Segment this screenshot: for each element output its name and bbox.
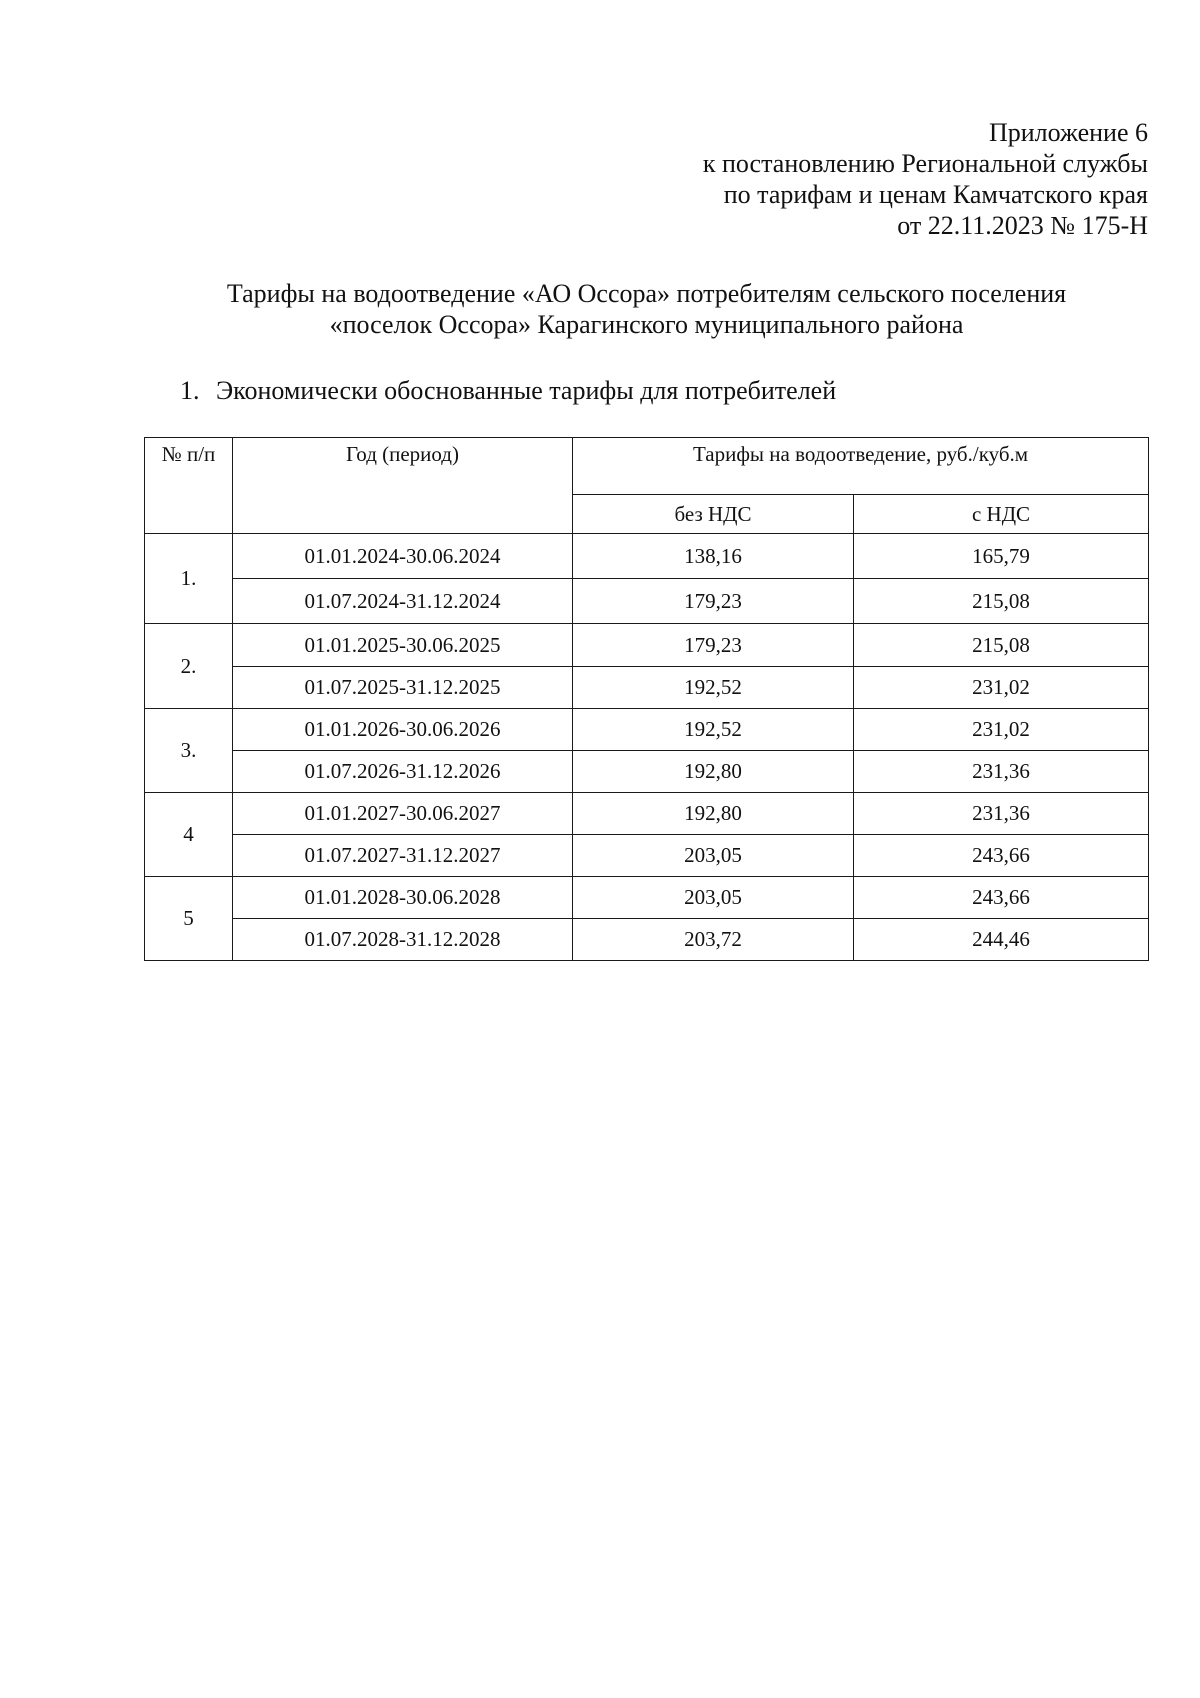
with-vat-cell: 215,08 bbox=[854, 579, 1149, 624]
appendix-line-1: Приложение 6 bbox=[988, 118, 1148, 147]
appendix-line-3: по тарифам и ценам Камчатского края bbox=[723, 180, 1148, 209]
with-vat-cell: 231,02 bbox=[854, 667, 1149, 709]
without-vat-cell: 192,52 bbox=[573, 709, 854, 751]
section-text: Экономически обоснованные тарифы для потребителей bbox=[216, 376, 837, 405]
tariffs-table bbox=[144, 437, 1149, 961]
with-vat-cell: 231,36 bbox=[854, 793, 1149, 835]
header-with-vat: с НДС bbox=[854, 495, 1149, 534]
table-row bbox=[145, 534, 1149, 579]
period-cell: 01.07.2024-31.12.2024 bbox=[233, 579, 573, 624]
table-row bbox=[145, 579, 1149, 624]
period-cell: 01.07.2028-31.12.2028 bbox=[233, 919, 573, 961]
table-row bbox=[145, 709, 1149, 751]
with-vat-cell: 165,79 bbox=[854, 534, 1149, 579]
section-number: 1. bbox=[180, 376, 200, 405]
with-vat-cell: 244,46 bbox=[854, 919, 1149, 961]
table-row bbox=[145, 793, 1149, 835]
table-row bbox=[145, 835, 1149, 877]
period-cell: 01.07.2027-31.12.2027 bbox=[233, 835, 573, 877]
table-header-row bbox=[145, 438, 1149, 495]
row-number: 5 bbox=[145, 877, 233, 961]
period-cell: 01.01.2024-30.06.2024 bbox=[233, 534, 573, 579]
with-vat-cell: 215,08 bbox=[854, 624, 1149, 667]
header-tariffs: Тарифы на водоотведение, руб./куб.м bbox=[573, 438, 1149, 495]
row-number: 4 bbox=[145, 793, 233, 877]
without-vat-cell: 179,23 bbox=[573, 624, 854, 667]
table-row bbox=[145, 919, 1149, 961]
section-heading bbox=[180, 375, 836, 406]
appendix-line-2: к постановлению Региональной службы bbox=[702, 149, 1148, 178]
header-number: № п/п bbox=[145, 438, 233, 534]
with-vat-cell: 243,66 bbox=[854, 835, 1149, 877]
title-line-1: Тарифы на водоотведение «АО Оссора» потребителям сельского поселения bbox=[226, 279, 1067, 308]
period-cell: 01.01.2025-30.06.2025 bbox=[233, 624, 573, 667]
without-vat-cell: 203,05 bbox=[573, 877, 854, 919]
without-vat-cell: 192,80 bbox=[573, 751, 854, 793]
table-row bbox=[145, 877, 1149, 919]
period-cell: 01.01.2028-30.06.2028 bbox=[233, 877, 573, 919]
row-number: 1. bbox=[145, 534, 233, 624]
period-cell: 01.01.2027-30.06.2027 bbox=[233, 793, 573, 835]
appendix-line-4: от 22.11.2023 № 175-Н bbox=[897, 211, 1148, 240]
table-row bbox=[145, 751, 1149, 793]
with-vat-cell: 231,02 bbox=[854, 709, 1149, 751]
period-cell: 01.01.2026-30.06.2026 bbox=[233, 709, 573, 751]
row-number: 3. bbox=[145, 709, 233, 793]
without-vat-cell: 192,80 bbox=[573, 793, 854, 835]
table-row bbox=[145, 624, 1149, 667]
without-vat-cell: 179,23 bbox=[573, 579, 854, 624]
without-vat-cell: 192,52 bbox=[573, 667, 854, 709]
with-vat-cell: 231,36 bbox=[854, 751, 1149, 793]
document-title bbox=[0, 278, 1200, 340]
row-number: 2. bbox=[145, 624, 233, 709]
title-line-2: «поселок Оссора» Карагинского муниципального района bbox=[329, 310, 964, 339]
period-cell: 01.07.2026-31.12.2026 bbox=[233, 751, 573, 793]
period-cell: 01.07.2025-31.12.2025 bbox=[233, 667, 573, 709]
with-vat-cell: 243,66 bbox=[854, 877, 1149, 919]
without-vat-cell: 203,05 bbox=[573, 835, 854, 877]
header-without-vat: без НДС bbox=[573, 495, 854, 534]
table-row bbox=[145, 667, 1149, 709]
header-period: Год (период) bbox=[233, 438, 573, 534]
without-vat-cell: 138,16 bbox=[573, 534, 854, 579]
appendix-header bbox=[703, 117, 1148, 241]
without-vat-cell: 203,72 bbox=[573, 919, 854, 961]
